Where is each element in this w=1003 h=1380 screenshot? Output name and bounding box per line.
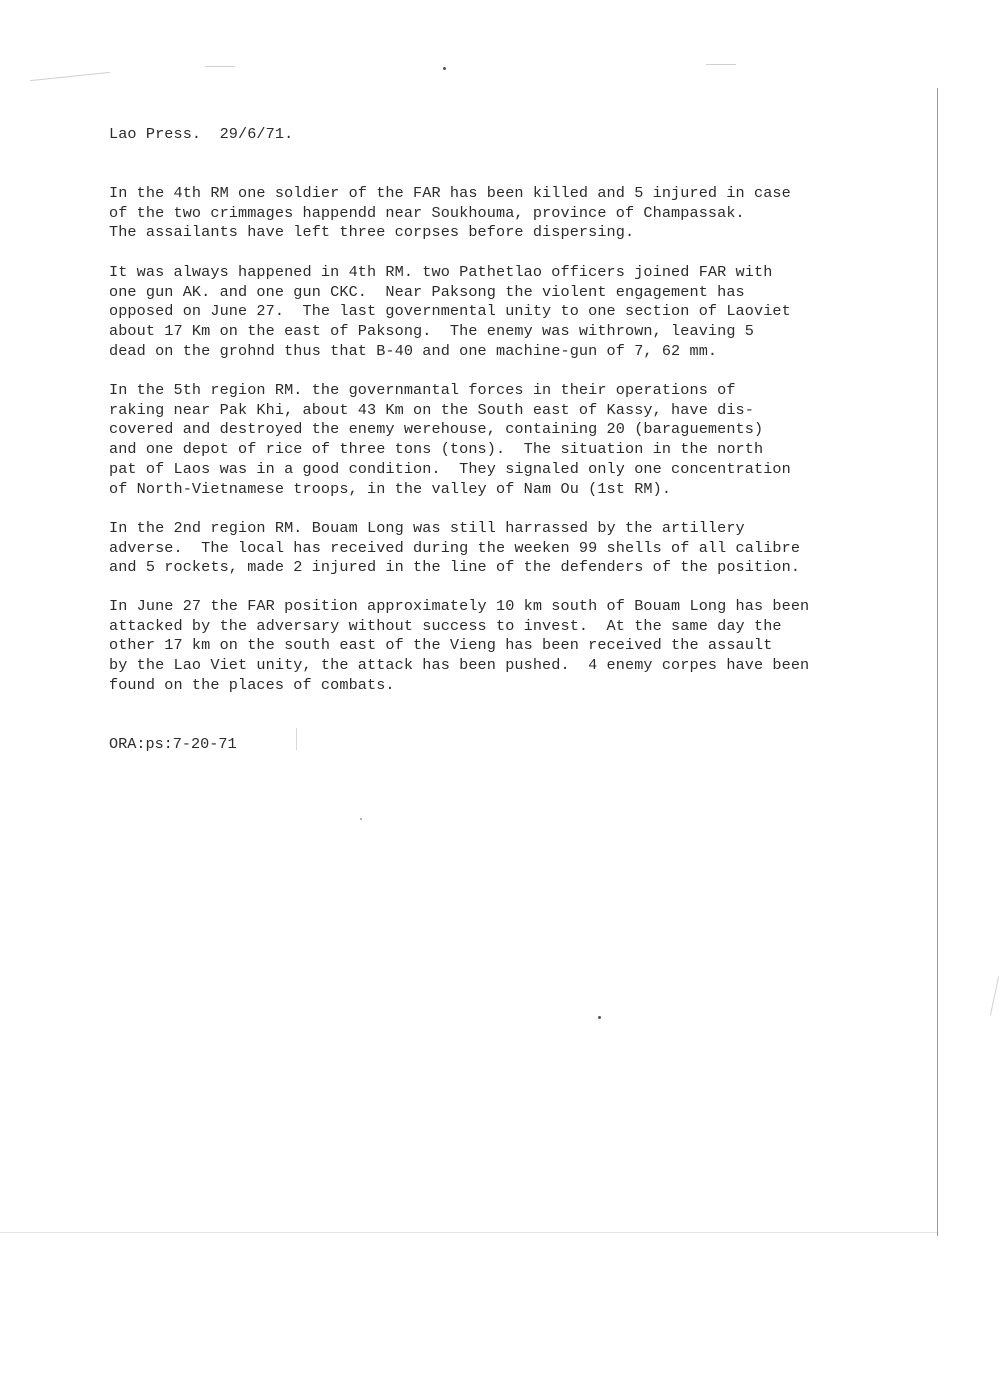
scan-mark [706,64,736,65]
document-header: Lao Press. 29/6/71. [109,125,294,143]
scan-mark [296,728,297,750]
scan-bottom-edge [0,1232,937,1233]
paragraph-5: In June 27 the FAR position approximately 10 km south of Bouam Long has been attacked by the adversary without success to invest. At the same day the other 17 km on the south east of the Vieng has been received the assault by the Lao Viet unity, the attack has been pushed. 4 enemy corpes have been found on the places of combats. [109,597,810,694]
scan-mark [990,976,999,1015]
paragraph-4: In the 2nd region RM. Bouam Long was still harrassed by the artillery adverse. The local has received during the weeken 99 shells of all calibre and 5 rockets, made 2 injured in the line of the defenders of the position. [109,519,801,577]
scan-mark [30,72,110,81]
scan-speck [443,67,446,70]
scan-edge-line [937,88,938,1236]
scan-speck [360,818,362,820]
paragraph-2: It was always happened in 4th RM. two Pathetlao officers joined FAR with one gun AK. and one gun CKC. Near Paksong the violent engagement has opposed on June 27. The last governmental unity to one section of Laoviet about 17 Km on the east of Paksong. The enemy was withrown, leaving 5 dead on the grohnd thus that B-40 and one machine-gun of 7, 62 mm. [109,263,791,360]
document-reference: ORA:ps:7-20-71 [109,735,237,753]
scan-mark [205,66,235,67]
scan-speck [598,1016,601,1019]
paragraph-3: In the 5th region RM. the governmantal forces in their operations of raking near Pak Khi, about 43 Km on the South east of Kassy, have dis- covered and destroyed the enemy werehouse, containing 20 (baraguements) and one depot of rice of three tons (tons). The situation in the north pat of Laos was in a good condition. They signaled only one concentration of North-Vietnamese troops, in the valley of Nam Ou (1st RM). [109,381,791,498]
paragraph-1: In the 4th RM one soldier of the FAR has been killed and 5 injured in case of the two crimmages happendd near Soukhouma, province of Champassak. The assailants have left three corpses before dispersing. [109,184,791,242]
